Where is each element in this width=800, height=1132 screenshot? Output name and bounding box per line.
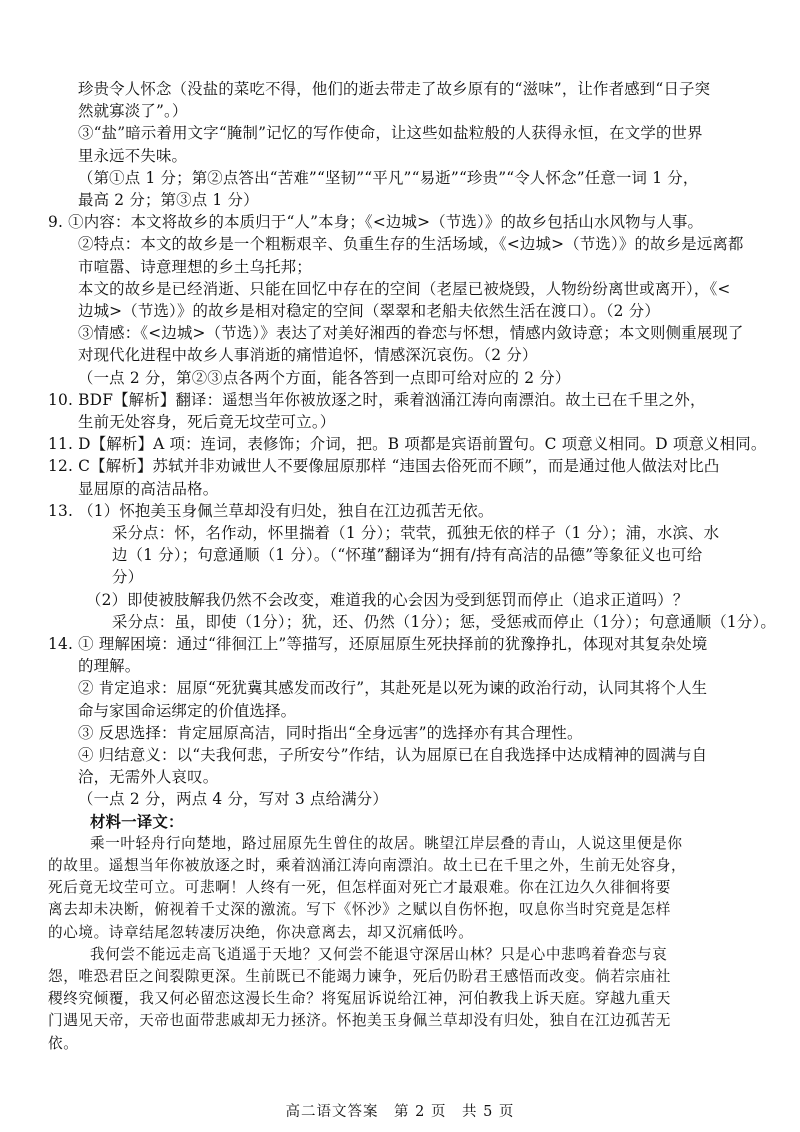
translation-line: 离去却未决断，俯视着千丈深的激流。写下《怀沙》之赋以自伤怀抱，叹息你当时究竟是怎样 (48, 901, 671, 919)
text-line: 洽，无需外人哀叹。 (78, 768, 219, 787)
text-line: 采分点：怀，名作动，怀里揣着（1 分）；茕茕，孤独无依的样子（1 分）；浦，水滨、水 (112, 524, 720, 542)
text-line: 生前无处容身，死后竟无坟茔可立。） (78, 413, 336, 431)
translation-line: 我何尝不能远走高飞逍遥于天地？又何尝不能退守深居山林？只是心中悲鸣着眷恋与哀 (90, 945, 668, 963)
text-line: ② 肯定追求：屈原“死犹冀其感发而改行”，其赴死是以死为谏的政治行动，认同其将个人生 (78, 679, 708, 698)
text-line: 珍贵令人怀念（没盐的菜吃不得，他们的逝去带走了故乡原有的“滋味”，让作者感到“日子突 (78, 80, 711, 98)
text-line: 分） (112, 568, 144, 587)
text-line: 本文的故乡是已经消逝、只能在回忆中存在的空间（老屋已被烧毁，人物纷纷离世或离开），《< (78, 279, 731, 298)
text-line: （2）即使被肢解我仍然不会改变，难道我的心会因为受到惩罚而停止（追求正道吗）？ (86, 590, 689, 609)
text-line: 采分点：虽，即使（1分）；犹，还、仍然（1分）；惩，受惩戒而停止（1分）；句意通顺（1分）。 (112, 612, 776, 631)
text-line: 的理解。 (78, 657, 141, 676)
text-line: 13. （1）怀抱美玉身佩兰草却没有归处，独自在江边孤苦无依。 (48, 501, 494, 520)
text-line: 14. ① 理解困境：通过“徘徊江上”等描写，还原屈原生死抉择前的犹豫挣扎，体现对其复杂处境 (48, 635, 708, 653)
text-line: ③“盐”暗示着用文字“腌制”记忆的写作使命，让这些如盐粒般的人获得永恒，在文学的世界 (78, 124, 703, 143)
section-heading: 材料一译文： (90, 812, 184, 831)
text-line: （一点 2 分，第②③点各两个方面，能各答到一点即可给对应的 2 分） (78, 368, 571, 387)
text-line: 10. BDF【解析】翻译：遥想当年你被放逐之时，乘着汹涌江涛向南漂泊。故土已在千里之外， (48, 390, 706, 409)
translation-line: 稷终究倾覆，我又何必留恋这漫长生命？将冤屈诉说给江神，河伯教我上诉天庭。穿越九重天 (48, 990, 671, 1008)
translation-line: 的心境。诗章结尾忽转凄厉决绝，你决意离去，却又沉痛低吟。 (48, 923, 474, 941)
text-line: ③ 反思选择：肯定屈原高洁，同时指出“全身远害”的选择亦有其合理性。 (78, 723, 583, 742)
text-line: 最高 2 分；第③点 1 分） (78, 191, 259, 209)
page-footer: 高二语文答案 第 2 页 共 5 页 (285, 1104, 515, 1120)
text-line: 边（1 分）；句意通顺（1 分）。（“怀瑾”翻译为“拥有/持有高洁的品德”等象征义也可给 (112, 546, 703, 565)
text-line: 9. ①内容：本文将故乡的本质归于“人”本身；《<边城>（节选）》的故乡包括山水风物与人事。 (48, 213, 704, 232)
translation-line: 死后竟无坟茔可立。可悲啊！人终有一死，但怎样面对死亡才最艰难。你在江边久久徘徊将要 (48, 879, 671, 897)
text-line: 命与家国命运绑定的价值选择。 (78, 701, 297, 720)
text-line: 里永远不失味。 (78, 146, 188, 165)
text-line: ③情感：《<边城>（节选）》表达了对美好湘西的眷恋与怀想，情感内敛诗意；本文则侧重展现了 (78, 324, 744, 343)
text-line: 显屈原的高洁品格。 (78, 479, 219, 498)
text-line: 11. D【解析】A 项：连词，表修饰；介词，把。B 项都是宾语前置句。C 项意义相同。D 项意义相同。 (48, 435, 767, 454)
translation-line: 乘一叶轻舟行向楚地，路过屈原先生曾住的故居。眺望江岸层叠的青山，人说这里便是你 (90, 834, 683, 852)
text-line: （第①点 1 分；第②点答出“苦难”“坚韧”“平凡”“易逝”“珍贵”“令人怀念”任意一词 1 分， (78, 168, 699, 187)
text-line: 市喧嚣、诗意理想的乡土乌托邦； (78, 257, 312, 276)
text-line: 边城>（节选）》的故乡是相对稳定的空间（翠翠和老船夫依然生活在渡口）。（2 分） (78, 302, 660, 320)
text-line: 然就寡淡了”。） (78, 102, 188, 121)
text-line: （一点 2 分，两点 4 分，写对 3 点给满分） (78, 790, 388, 809)
translation-line: 的故里。遥想当年你被放逐之时，乘着汹涌江涛向南漂泊。故土已在千里之外，生前无处容身， (48, 857, 687, 874)
text-line: ②特点：本文的故乡是一个粗粝艰辛、负重生存的生活场域，《<边城>（节选）》的故乡是远离都 (78, 235, 744, 254)
text-line: 12. C【解析】苏轼并非劝诫世人不要像屈原那样 “违国去俗死而不顾”，而是通过他人做法对比凸 (48, 457, 720, 476)
text-line: ④ 归结意义：以“夫我何悲，子所安兮”作结，认为屈原已在自我选择中达成精神的圆满与自 (78, 746, 708, 764)
translation-line: 门遇见天帝，天帝也面带悲戚却无力拯济。怀抱美玉身佩兰草却没有归处，独自在江边孤苦无 (48, 1012, 671, 1030)
text-line: 对现代化进程中故乡人事消逝的痛惜追怀，情感深沉哀伤。（2 分） (78, 346, 538, 365)
translation-line: 怨，唯恐君臣之间裂隙更深。生前既已不能竭力谏争，死后仍盼君王感悟而改变。倘若宗庙社 (48, 968, 671, 985)
translation-line: 依。 (48, 1034, 79, 1052)
